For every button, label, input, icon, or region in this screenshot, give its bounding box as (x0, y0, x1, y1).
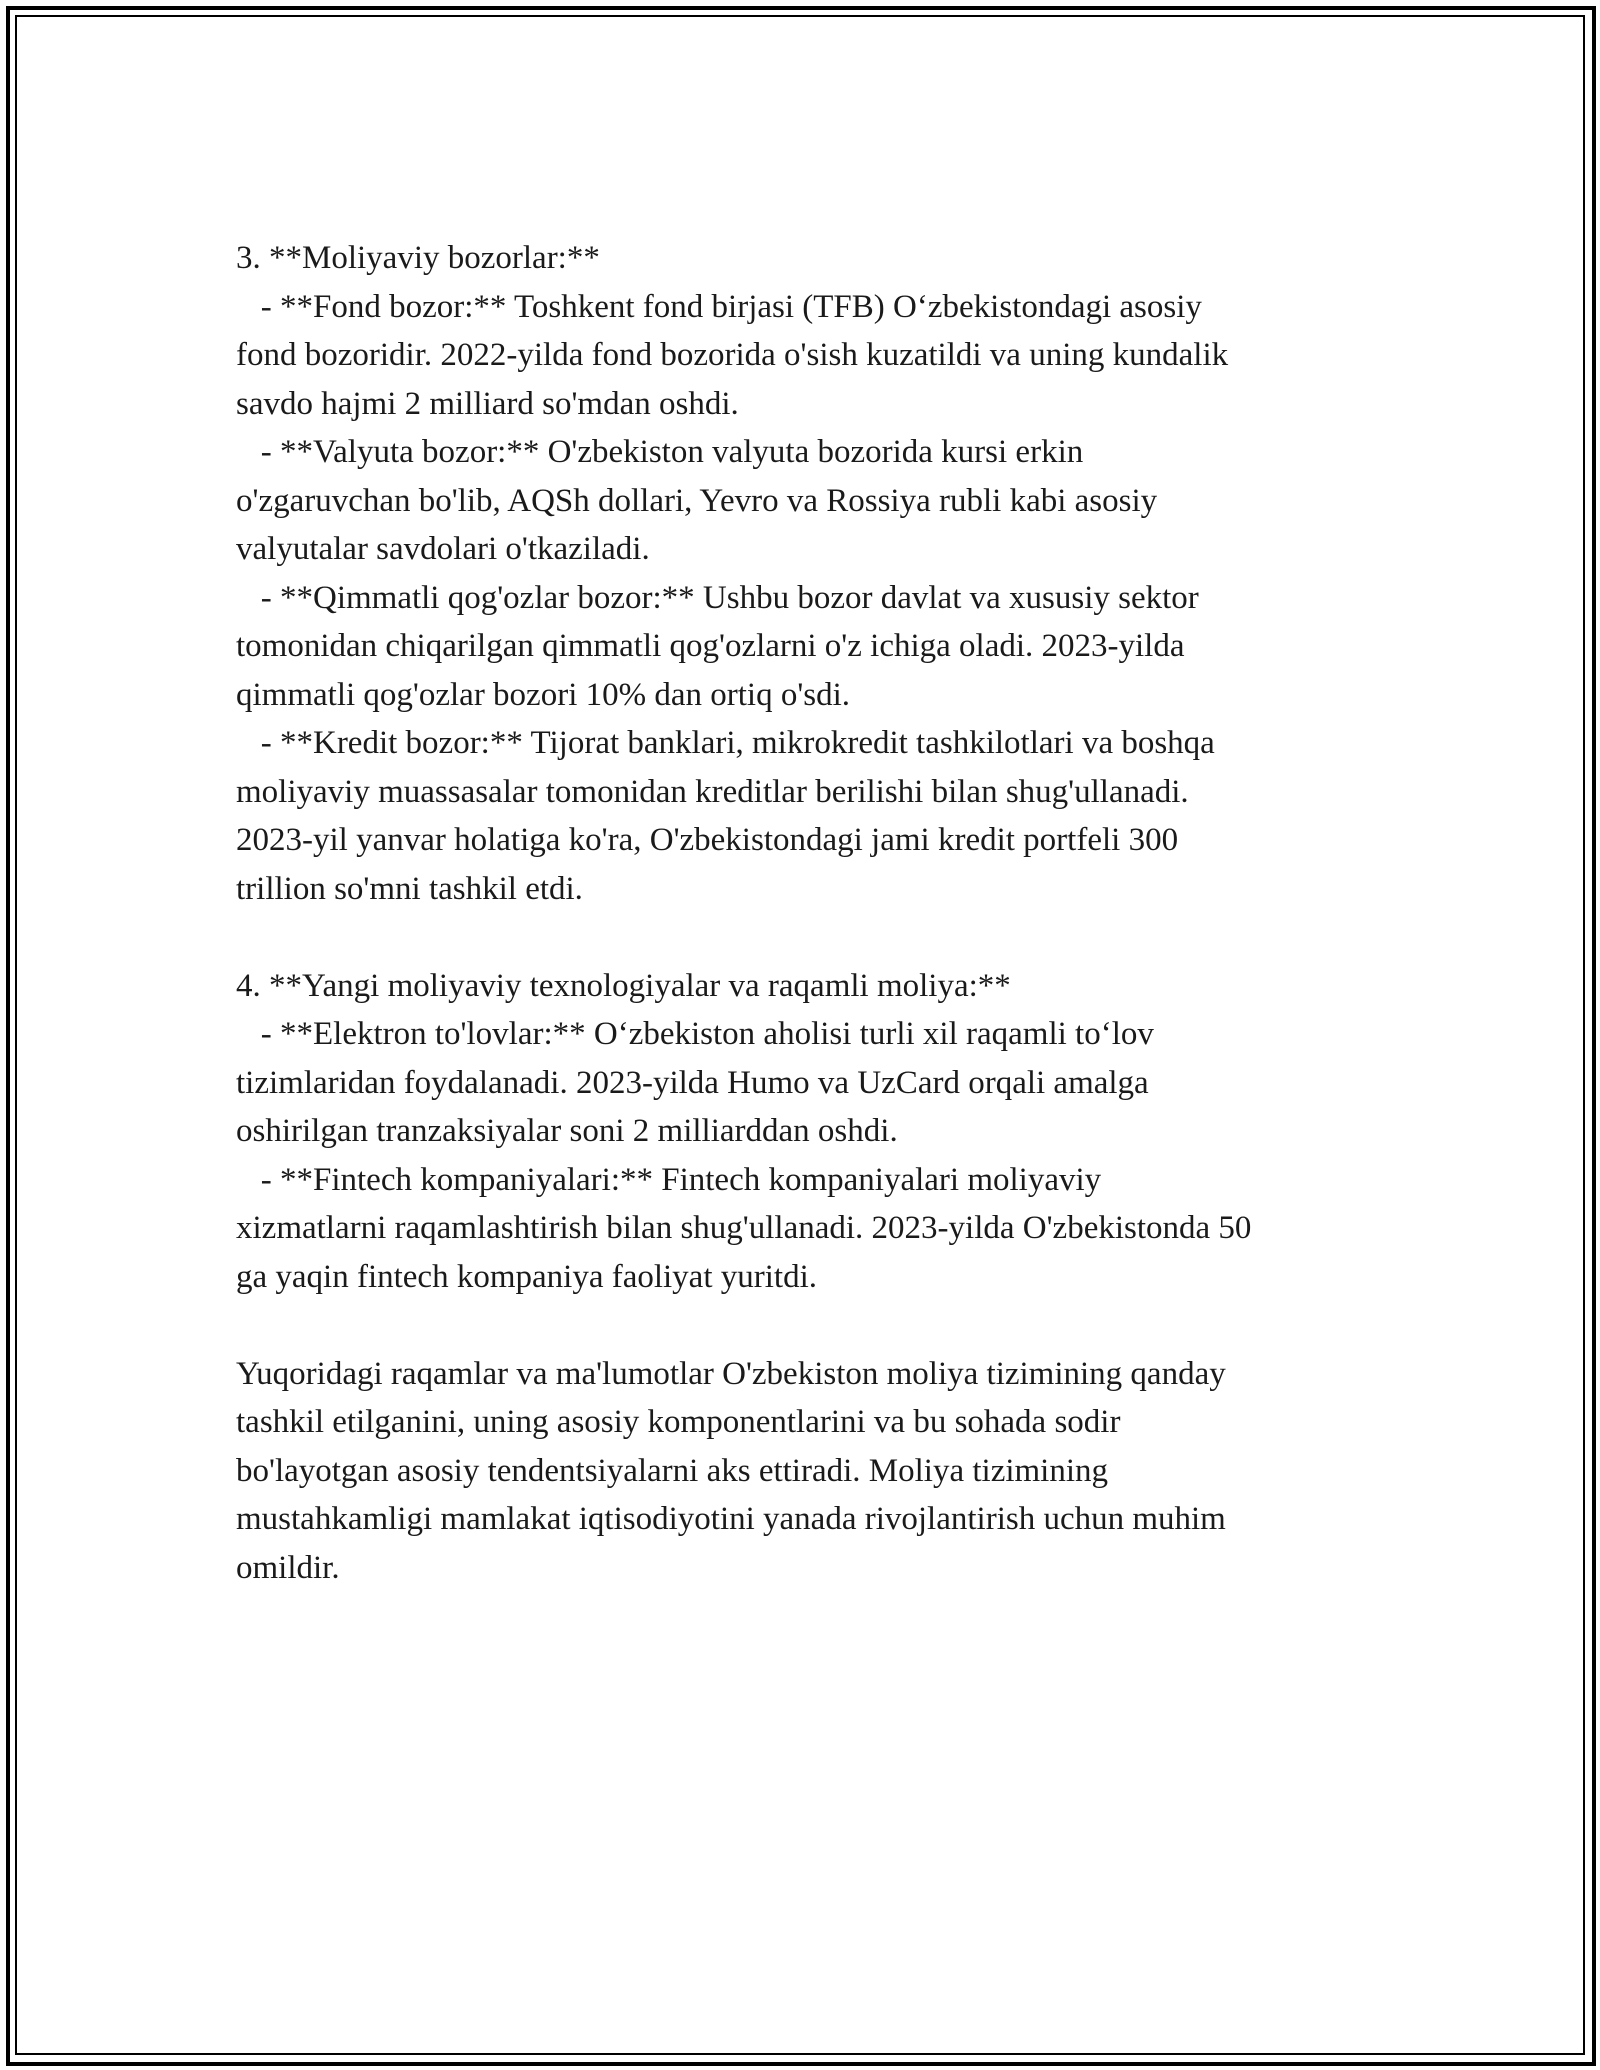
section-conclusion (236, 1350, 1376, 1593)
text-line: moliyaviy muassasalar tomonidan kreditlar berilishi bilan shug'ullanadi. (236, 773, 1189, 810)
text-line: o'zgaruvchan bo'lib, AQSh dollari, Yevro va Rossiya rubli kabi asosiy (236, 482, 1158, 519)
text-line: - **Qimmatli qog'ozlar bozor:** Ushbu bozor davlat va xususiy sektor (236, 579, 1199, 616)
text-line: - **Fond bozor:** Toshkent fond birjasi (TFB) O‘zbekistondagi asosiy (236, 288, 1202, 325)
text-line: fond bozoridir. 2022-yilda fond bozorida o'sish kuzatildi va uning kundalik (236, 337, 1229, 373)
text-line: tizimlaridan foydalanadi. 2023-yilda Humo va UzCard orqali amalga (236, 1064, 1149, 1101)
text-line: trillion so'mni tashkil etdi. (236, 870, 583, 907)
text-line: - **Elektron to'lovlar:** O‘zbekiston aholisi turli xil raqamli to‘lov (236, 1016, 1154, 1052)
text-line: omildir. (236, 1549, 340, 1586)
section-heading: 4. **Yangi moliyaviy texnologiyalar va raqamli moliya:** (236, 967, 1011, 1004)
text-line: - **Kredit bozor:** Tijorat banklari, mikrokredit tashkilotlari va boshqa (236, 725, 1215, 761)
text-line: valyutalar savdolari o'tkaziladi. (236, 531, 650, 567)
paragraph-spacer (236, 1301, 1376, 1350)
section-fintech (236, 962, 1376, 1302)
text-line: - **Valyuta bozor:** O'zbekiston valyuta bozorida kursi erkin (236, 434, 1084, 470)
text-line: qimmatli qog'ozlar bozori 10% dan ortiq o'sdi. (236, 676, 851, 713)
text-line: bo'layotgan asosiy tendentsiyalarni aks ettiradi. Moliya tizimining (236, 1452, 1109, 1489)
text-line: tomonidan chiqarilgan qimmatli qog'ozlarni o'z ichiga oladi. 2023-yilda (236, 628, 1185, 664)
text-line: - **Fintech kompaniyalari:** Fintech kompaniyalari moliyaviy (236, 1161, 1102, 1198)
paragraph-spacer (236, 913, 1376, 962)
text-line: savdo hajmi 2 milliard so'mdan oshdi. (236, 385, 739, 422)
text-line: oshirilgan tranzaksiyalar soni 2 milliarddan oshdi. (236, 1113, 898, 1149)
section-heading: 3. **Moliyaviy bozorlar:** (236, 240, 600, 276)
text-line: ga yaqin fintech kompaniya faoliyat yuritdi. (236, 1258, 817, 1295)
text-line: mustahkamligi mamlakat iqtisodiyotini yanada rivojlantirish uchun muhim (236, 1501, 1226, 1537)
text-line: 2023-yil yanvar holatiga ko'ra, O'zbekistondagi jami kredit portfeli 300 (236, 822, 1179, 858)
text-line: tashkil etilganini, uning asosiy komponentlarini va bu sohada sodir (236, 1404, 1121, 1440)
document-body (236, 234, 1376, 1592)
text-line: Yuqoridagi raqamlar va ma'lumotlar O'zbekiston moliya tizimining qanday (236, 1355, 1226, 1392)
text-line: xizmatlarni raqamlashtirish bilan shug'ullanadi. 2023-yilda O'zbekistonda 50 (236, 1210, 1252, 1246)
section-financial-markets (236, 234, 1376, 913)
